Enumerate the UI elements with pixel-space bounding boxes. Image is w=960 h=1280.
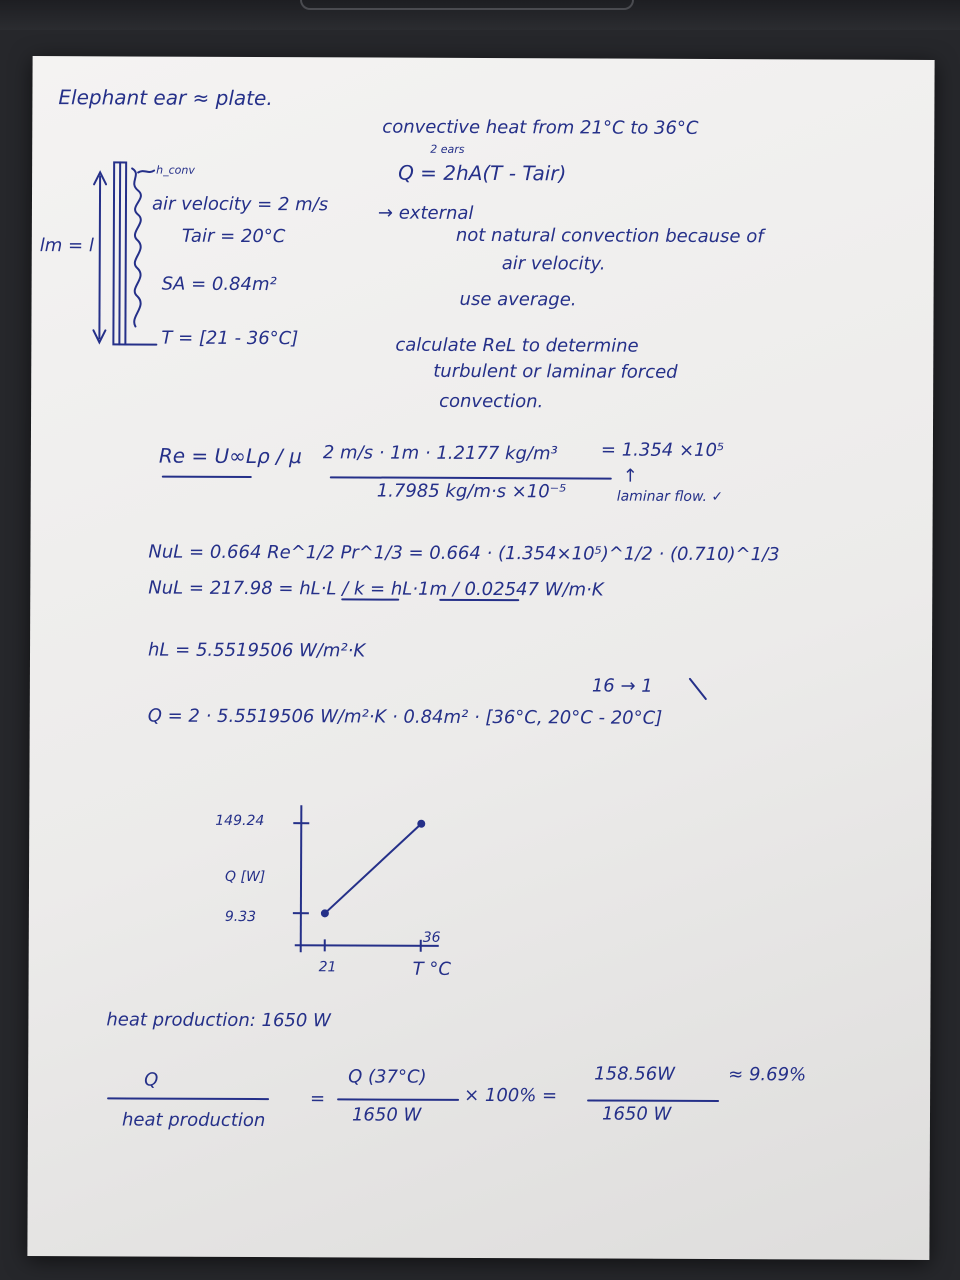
q-formula: Q = 2hA(T - Tair) (398, 160, 567, 186)
not-natural-note: not natural convection because of (455, 224, 764, 248)
use-average-note: use average. (459, 288, 577, 311)
prod-hp-label: heat production (121, 1109, 266, 1132)
q-line: Q = 2 · 5.5519506 W/m²·K · 0.84m² · [36°C, 20°C - 20°C] (147, 705, 663, 729)
series-line-q (325, 823, 421, 913)
boundary-layer-squiggle (131, 168, 141, 326)
prod-ratio-den: 1650 W (351, 1104, 422, 1126)
length-label: lm = l (39, 235, 94, 257)
y-tick-label-top: 149.24 (215, 812, 265, 830)
x-axis-label: T °C (412, 958, 451, 980)
external-note: → external (377, 202, 474, 224)
prod-frac-bar-1 (108, 1098, 268, 1099)
heat-production-line: heat production: 1650 W (106, 1009, 331, 1032)
calc-re-note: calculate ReL to determine (395, 334, 639, 357)
velocity-label: air velocity = 2 m/s (151, 193, 329, 216)
two-ears-note: 2 ears (430, 142, 465, 156)
laminar-note: laminar flow. ✓ (616, 488, 724, 506)
convection-note: convection. (439, 390, 544, 413)
nusselt-line-1: NuL = 0.664 Re^1/2 Pr^1/3 = 0.664 · (1.354×10⁵)^1/2 · (0.710)^1/3 (148, 541, 780, 566)
convective-heat-note: convective heat from 21°C to 36°C (382, 116, 699, 139)
re-numerator: 2 m/s · 1m · 1.2177 kg/m³ (322, 442, 558, 465)
prod-val-num: 158.56W (594, 1063, 676, 1085)
x-tick-label-36: 36 (422, 929, 441, 946)
hconv-leader (138, 170, 154, 172)
plate-inner-line (119, 162, 120, 344)
temp-range-label: T = [21 - 36°C] (161, 327, 299, 350)
x-axis (295, 945, 439, 946)
re-frac-bar-2 (331, 477, 611, 478)
y-tick-label-bottom: 9.33 (224, 908, 257, 926)
prod-result: ≈ 9.69% (728, 1064, 807, 1086)
data-point-21 (322, 910, 328, 916)
h-result: hL = 5.5519506 W/m²·K (147, 639, 366, 662)
air-velocity-note: air velocity. (501, 253, 606, 275)
prod-q-label: Q (144, 1069, 159, 1091)
y-axis (301, 805, 302, 952)
area-label: SA = 0.84m² (161, 273, 277, 296)
q-vs-t-chart (293, 805, 440, 953)
nusselt-line-2: NuL = 217.98 = hL·L / k = hL·1m / 0.02547 W/m·K (148, 577, 604, 601)
turbulent-note: turbulent or laminar forced (433, 360, 678, 383)
length-arrow (99, 176, 100, 338)
x-tick-label-21: 21 (318, 959, 337, 976)
range-note: 16 → 1 (591, 675, 653, 697)
prod-equals: = (310, 1088, 326, 1110)
prod-val-den: 1650 W (601, 1103, 672, 1125)
re-denominator: 1.7985 kg/m·s ×10⁻⁵ (376, 480, 567, 503)
strike-7 (690, 679, 706, 699)
re-lhs: Re = U∞Lρ / μ (158, 443, 302, 469)
page-title: Elephant ear ≈ plate. (58, 85, 273, 111)
desk-notch (300, 0, 634, 10)
prod-x100: × 100% = (464, 1084, 558, 1107)
prod-frac-bar-2 (338, 1099, 458, 1100)
data-point-36 (418, 821, 424, 827)
y-axis-label: Q [W] (225, 868, 266, 886)
prod-frac-bar-3 (588, 1100, 718, 1101)
re-result: = 1.354 ×10⁵ (600, 439, 725, 462)
notebook-page (27, 56, 934, 1260)
tair-label: Tair = 20°C (181, 225, 286, 248)
prod-ratio-num: Q (37°C) (348, 1066, 427, 1088)
re-arrow: ↑ (622, 465, 638, 487)
hconv-label: h_conv (156, 163, 195, 177)
